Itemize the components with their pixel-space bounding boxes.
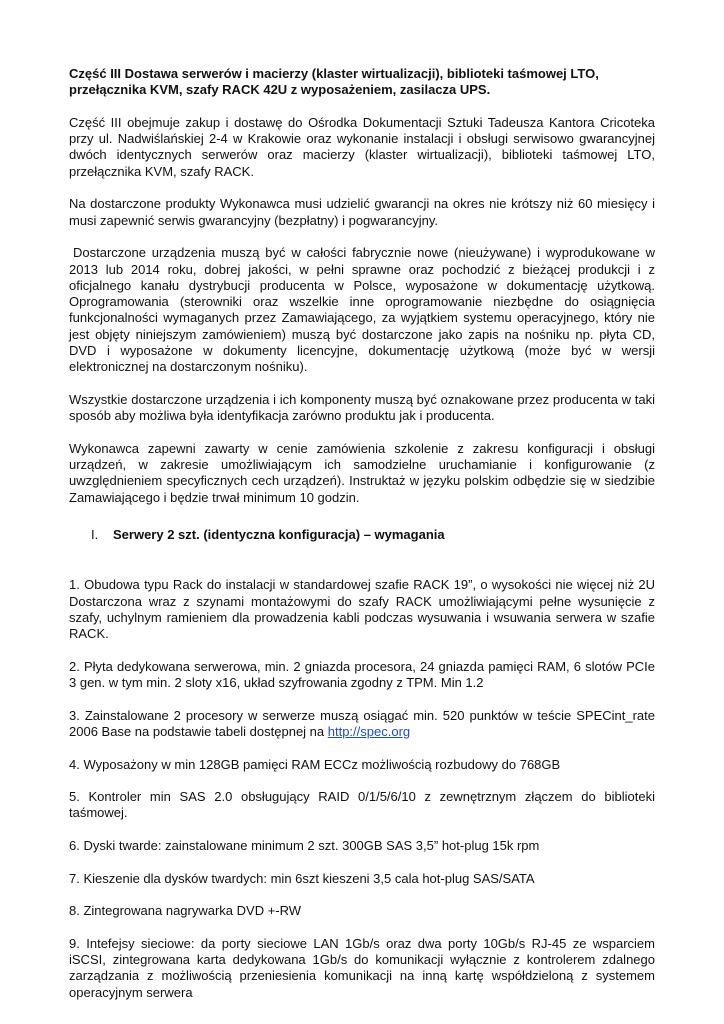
spec-link[interactable]: http://spec.org bbox=[327, 723, 411, 739]
requirement-3-text: 3. Zainstalowane 2 procesory w serwerze muszą osiągać min. 520 punktów w teście SPECint_rate 2006 Base na podstawie tabeli dostępnej na bbox=[69, 707, 655, 739]
requirement-7: 7. Kieszenie dla dysków twardych: min 6szt kieszeni 3,5 cala hot-plug SAS/SATA bbox=[69, 870, 535, 886]
section-heading bbox=[69, 527, 655, 543]
paragraph-devices: Dostarczone urządzenia muszą być w całości fabrycznie nowe (nieużywane) i wyprodukowane w 2013 lub 2014 roku, dobrej jakości, w pełni sprawne oraz pochodzić z bieżącej produkcji i z oficjalnego kanału dystrybucji producenta w Polsce, wyposażone w dokumentację użytkową. Oprogramowania (sterowniki oraz wszelkie inne oprogramowanie niezbędne do osiągnięcia funkcjonalności wymaganych przez Zamawiającego, za wyjątkiem systemu operacyjnego, który nie jest objęty niniejszym zamówieniem) muszą być dostarczone jako zapis na nośniku np. płyta CD, DVD i wyposażone w dokumenty licencyjne, dokumentację użytkową (może być w wersji elektronicznej na dostarczonym nośniku). bbox=[69, 245, 655, 375]
requirement-8: 8. Zintegrowana nagrywarka DVD +-RW bbox=[69, 903, 302, 919]
document-page bbox=[69, 66, 655, 1017]
section-number: I. bbox=[91, 527, 99, 543]
requirement-4: 4. Wyposażony w min 128GB pamięci RAM ECCz możliwością rozbudowy do 768GB bbox=[69, 756, 561, 772]
requirement-6: 6. Dyski twarde: zainstalowane minimum 2 szt. 300GB SAS 3,5” hot-plug 15k rpm bbox=[69, 838, 540, 854]
requirement-5: 5. Kontroler min SAS 2.0 obsługujący RAID 0/1/5/6/10 z zewnętrznym złączem do biblioteki taśmowej. bbox=[69, 789, 655, 821]
requirement-3 bbox=[69, 708, 655, 741]
paragraph-training: Wykonawca zapewni zawarty w cenie zamówienia szkolenie z zakresu konfiguracji i obsługi urządzeń, w zakresie umożliwiającym ich samodzielne uruchamianie i konfigurowanie (z uwzględnieniem specyficznych cech urządzeń). Instruktaż w języku polskim odbędzie się w siedzibie Zamawiającego i będzie trwał minimum 10 godzin. bbox=[69, 440, 655, 505]
paragraph-warranty: Na dostarczone produkty Wykonawca musi udzielić gwarancji na okres nie krótszy niż 60 miesięcy i musi zapewnić serwis gwarancyjny (bezpłatny) i pogwarancyjny. bbox=[69, 196, 655, 228]
requirement-1: 1. Obudowa typu Rack do instalacji w standardowej szafie RACK 19”, o wysokości nie więcej niż 2U Dostarczona wraz z szynami montażowymi do szafy RACK umożliwiającymi pełne wysunięcie z szafy, uchylnym ramieniem dla prowadzenia kabli podczas wysuwania i wsuwania serwera w szafie RACK. bbox=[69, 577, 655, 642]
section-title: Serwery 2 szt. (identyczna konfiguracja) – wymagania bbox=[113, 527, 445, 543]
paragraph-scope: Część III obejmuje zakup i dostawę do Ośrodka Dokumentacji Sztuki Tadeusza Kantora Cricoteka przy ul. Nadwiślańskiej 2-4 w Krakowie oraz wykonanie instalacji i obsługi serwisowo gwarancyjnej dwóch identycznych serwerów oraz macierzy (klaster wirtualizacji), biblioteki taśmowej LTO, przełącznika KVM, szafy RACK. bbox=[69, 114, 655, 179]
requirement-2: 2. Płyta dedykowana serwerowa, min. 2 gniazda procesora, 24 gniazda pamięci RAM, 6 slotów PCIe 3 gen. w tym min. 2 sloty x16, układ szyfrowania zgodny z TPM. Min 1.2 bbox=[69, 658, 655, 691]
paragraph-marking: Wszystkie dostarczone urządzenia i ich komponenty muszą być oznakowane przez producenta w taki sposób aby możliwa była identyfikacja zarówno produktu jak i producenta. bbox=[69, 391, 655, 424]
document-title: Część III Dostawa serwerów i macierzy (klaster wirtualizacji), biblioteki taśmowej LTO, przełącznika KVM, szafy RACK 42U z wyposażeniem, zasilacza UPS. bbox=[69, 66, 599, 98]
requirement-9: 9. Intefejsy sieciowe: da porty sieciowe LAN 1Gb/s oraz dwa porty 10Gb/s RJ-45 ze wsparciem iSCSI, zintegrowana karta dedykowana 1Gb/s do komunikacji wyłącznie z kontrolerem zdalnego zarządzania z możliwością przeniesienia komunikacji na inną kartę współdzieloną z systemem operacyjnym serwera bbox=[69, 935, 655, 1000]
